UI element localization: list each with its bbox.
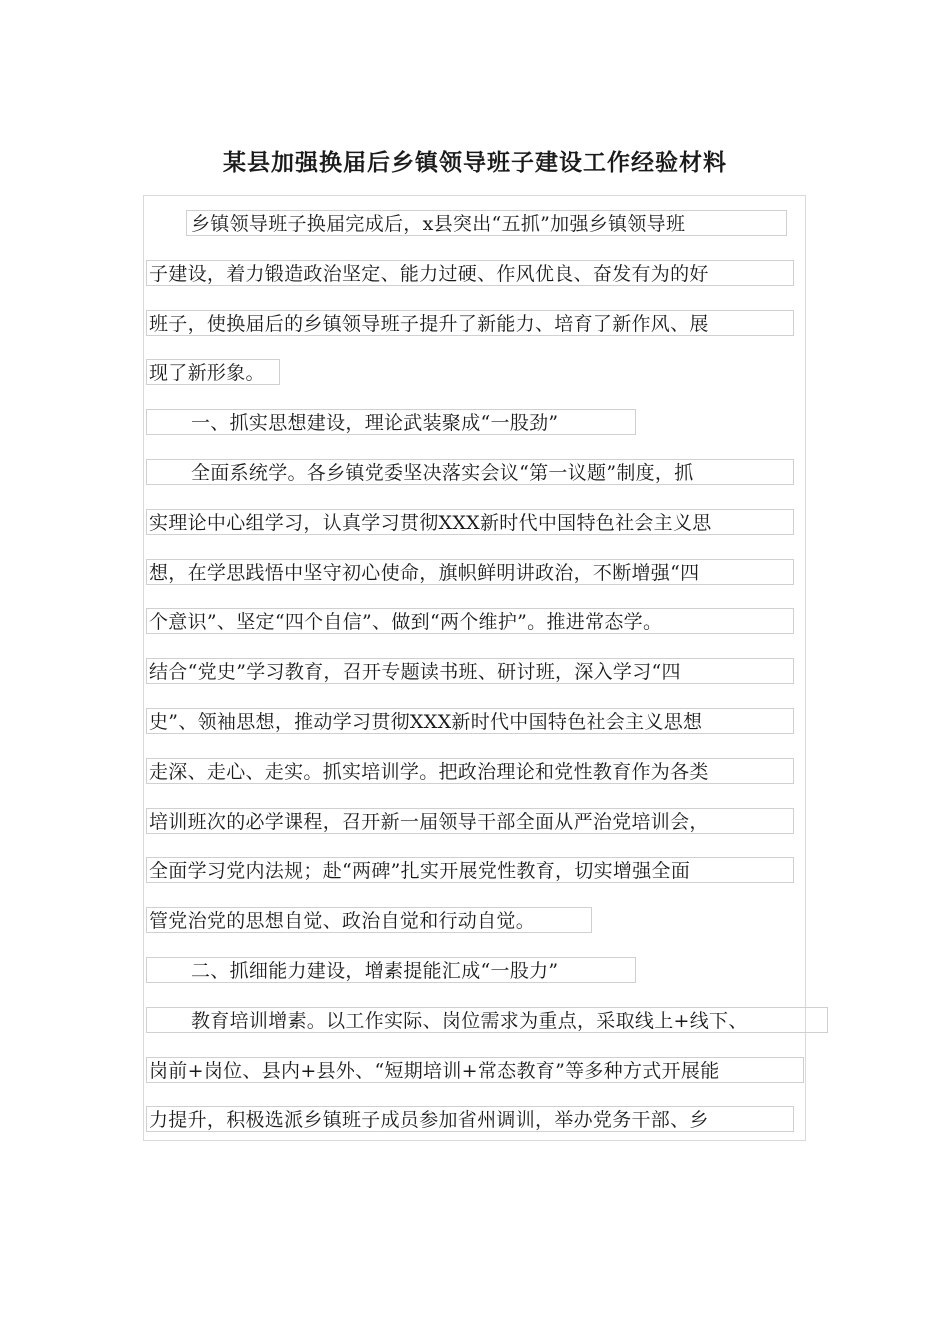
text-line: 实理论中心组学习，认真学习贯彻XXX新时代中国特色社会主义思 [146, 509, 794, 535]
text-line: 管党治党的思想自觉、政治自觉和行动自觉。 [146, 907, 592, 933]
text-line: 全面系统学。各乡镇党委坚决落实会议“第一议题”制度，抓 [146, 459, 794, 485]
text-line: 乡镇领导班子换届完成后，x县突出“五抓”加强乡镇领导班 [186, 210, 787, 236]
section-heading: 一、抓实思想建设，理论武装聚成“一股劲” [146, 409, 636, 435]
text-line: 想，在学思践悟中坚守初心使命，旗帜鲜明讲政治，不断增强“四 [146, 559, 794, 585]
text-line: 岗前+岗位、县内+县外、“短期培训+常态教育”等多种方式开展能 [146, 1057, 804, 1083]
document-title: 某县加强换届后乡镇领导班子建设工作经验材料 [223, 149, 727, 176]
text-line: 走深、走心、走实。抓实培训学。把政治理论和党性教育作为各类 [146, 758, 794, 784]
text-line: 力提升，积极选派乡镇班子成员参加省州调训，举办党务干部、乡 [146, 1106, 794, 1132]
text-line: 班子，使换届后的乡镇领导班子提升了新能力、培育了新作风、展 [146, 310, 794, 336]
text-line: 培训班次的必学课程，召开新一届领导干部全面从严治党培训会， [146, 808, 794, 834]
section-heading: 二、抓细能力建设，增素提能汇成“一股力” [146, 957, 636, 983]
text-line: 个意识”、坚定“四个自信”、做到“两个维护”。推进常态学。 [146, 608, 794, 634]
text-line: 子建设，着力锻造政治坚定、能力过硬、作风优良、奋发有为的好 [146, 260, 794, 286]
text-line: 全面学习党内法规；赴“两碑”扎实开展党性教育，切实增强全面 [146, 857, 794, 883]
text-line: 现了新形象。 [146, 359, 280, 385]
text-line: 结合“党史”学习教育，召开专题读书班、研讨班，深入学习“四 [146, 658, 794, 684]
text-line: 史”、领袖思想，推动学习贯彻XXX新时代中国特色社会主义思想 [146, 708, 794, 734]
text-line: 教育培训增素。以工作实际、岗位需求为重点，采取线上+线下、 [146, 1007, 828, 1033]
